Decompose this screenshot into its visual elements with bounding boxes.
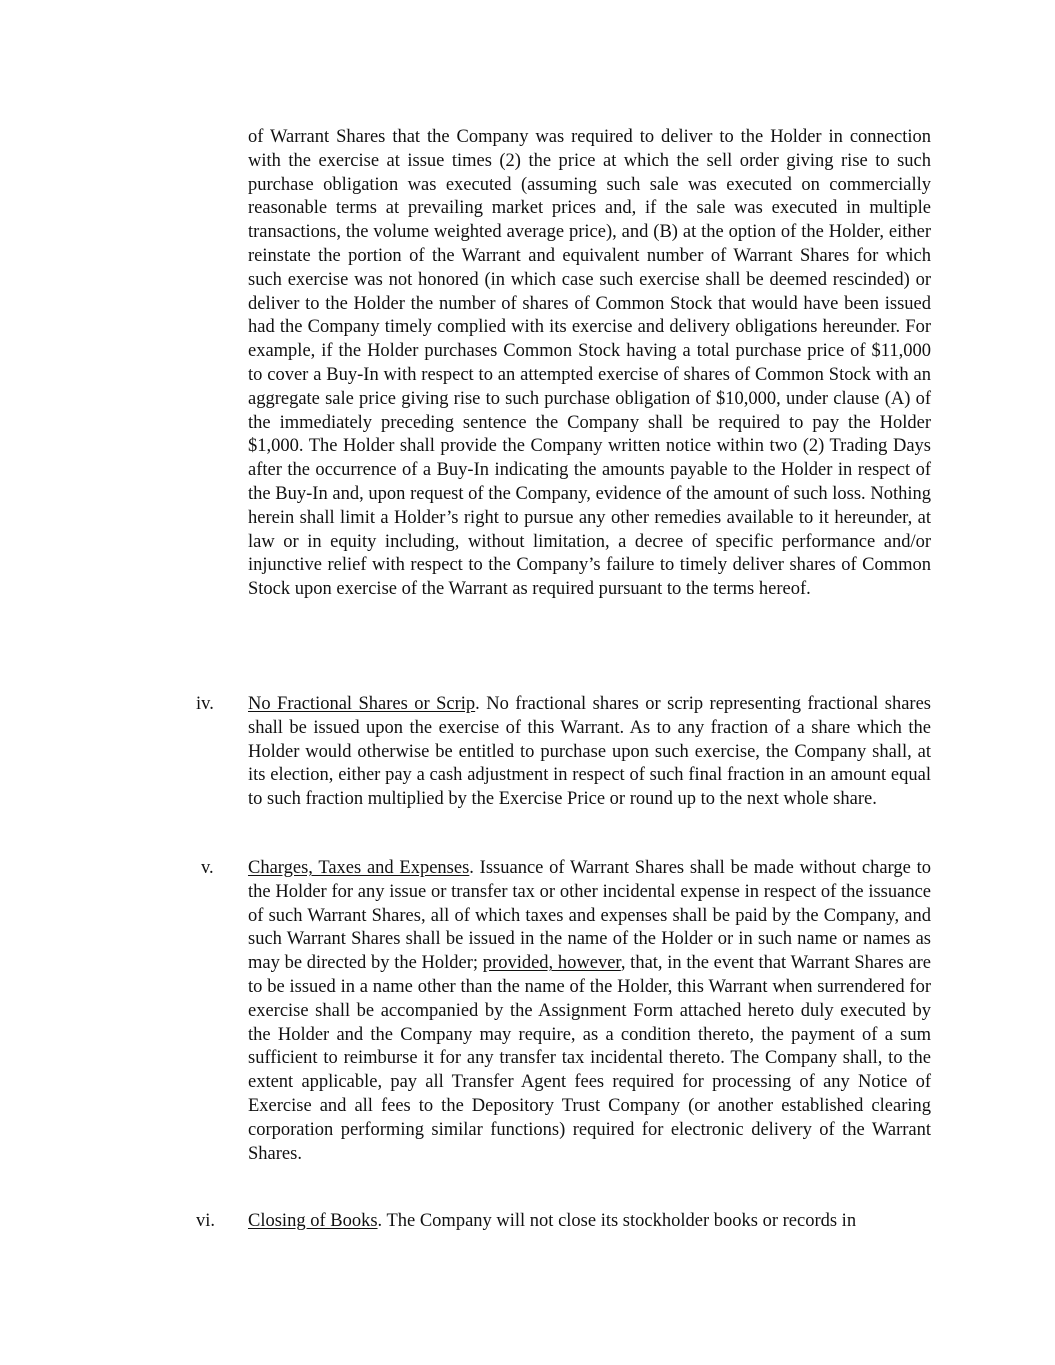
section-v-heading: Charges, Taxes and Expenses xyxy=(248,858,470,878)
section-vi-paragraph xyxy=(248,1210,931,1234)
section-iv-body: . No fractional shares or scrip representing fractional shares shall be issued upon the exercise of this Warrant. As to any fraction of a share which the Holder would otherwise be entitled to purchase upon such exercise, the Company shall, at its election, either pay a cash adjustment in respect of such final fraction in an amount equal to such fraction multiplied by the Exercise Price or round up to the next whole share. xyxy=(248,694,931,810)
section-vi-heading: Closing of Books xyxy=(248,1211,378,1231)
section-v-body-after: , that, in the event that Warrant Shares are to be issued in a name other than the name of the Holder, this Warrant when surrendered for exercise shall be accompanied by the Assignment Form attached hereto duly executed by the Holder and the Company may require, as a condition thereto, the payment of a sum sufficient to reimburse it for any transfer tax incidental thereto. The Company shall, to the extent applicable, pay all Transfer Agent fees required for processing of any Notice of Exercise and all fees to the Depository Trust Company (or another established clearing corporation performing similar functions) required for electronic delivery of the Warrant Shares. xyxy=(248,953,932,1164)
section-iv-heading: No Fractional Shares or Scrip xyxy=(248,694,476,714)
section-iv-paragraph xyxy=(248,693,931,812)
section-v-provided-however: provided, however xyxy=(482,953,621,974)
section-v-paragraph xyxy=(248,857,931,1166)
section-v-body-before: . Issuance of Warrant Shares shall be made without charge to the Holder for any issue or transfer tax or other incidental expense in respect of the issuance of such Warrant Shares, all of which taxes and expenses shall be paid by the Company, and such Warrant Shares shall be issued in the name of the Holder or in such name or names as may be directed by the Holder; xyxy=(248,858,931,974)
section-vi-body: . The Company will not close its stockholder books or records in xyxy=(377,1211,857,1231)
section-v-numeral: v. xyxy=(201,858,214,878)
section-iv-numeral: iv. xyxy=(196,694,214,714)
continuation-paragraph: of Warrant Shares that the Company was required to deliver to the Holder in connection with the exercise at issue times (2) the price at which the sell order giving rise to such purchase obligation was executed (assuming such sale was executed on commercially reasonable terms at prevailing market prices and, if the sale was executed in multiple transactions, the volume weighted average price), and (B) at the option of the Holder, either reinstate the portion of the Warrant and equivalent number of Warrant Shares for which such exercise was not honored (in which case such exercise shall be deemed rescinded) or deliver to the Holder the number of shares of Common Stock that would have been issued had the Company timely complied with its exercise and delivery obligations hereunder. For example, if the Holder purchases Common Stock having a total purchase price of $11,000 to cover a Buy-In with respect to an attempted exercise of shares of Common Stock with an aggregate sale price giving rise to such purchase obligation of $10,000, under clause (A) of the immediately preceding sentence the Company shall be required to pay the Holder $1,000. The Holder shall provide the Company written notice within two (2) Trading Days after the occurrence of a Buy-In indicating the amounts payable to the Holder in respect of the Buy-In and, upon request of the Company, evidence of the amount of such loss. Nothing herein shall limit a Holder’s right to pursue any other remedies available to it hereunder, at law or in equity including, without limitation, a decree of specific performance and/or injunctive relief with respect to the Company’s failure to timely deliver shares of Common Stock upon exercise of the Warrant as required pursuant to the terms hereof. xyxy=(248,127,931,600)
section-vi-numeral: vi. xyxy=(196,1211,216,1231)
